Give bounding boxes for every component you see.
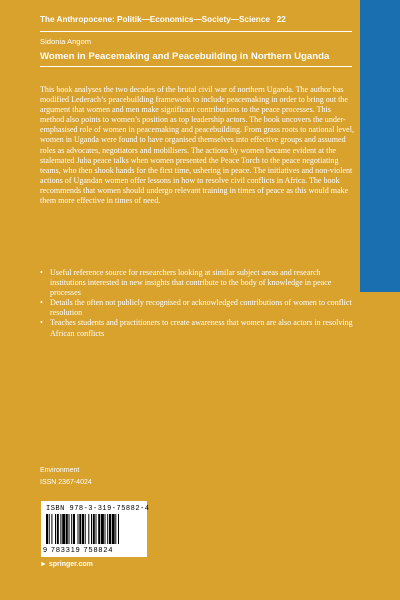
accent-color-strip: [360, 0, 400, 292]
barcode-bar: [82, 514, 84, 544]
barcode-bar: [118, 514, 119, 544]
barcode-bar: [49, 514, 50, 544]
feature-item: • Teaches students and practitioners to create awareness that women are also actors in resolving African conflicts: [40, 318, 354, 338]
header-divider-bottom: [40, 66, 352, 67]
series-name: The Anthropocene: Politik—Economics—Society—Science: [40, 15, 270, 24]
barcode-bar: [107, 514, 108, 544]
barcode-bar: [88, 514, 89, 544]
issn-number: ISSN 2367-4024: [40, 479, 92, 486]
barcode-bar: [66, 514, 68, 544]
barcode-bar: [96, 514, 97, 544]
barcode-bar: [105, 514, 106, 544]
series-title: [40, 15, 286, 24]
publisher-website: [40, 561, 93, 568]
barcode-bar: [46, 514, 48, 544]
header-divider-top: [40, 31, 352, 32]
book-title: Women in Peacemaking and Peacebuilding in Northern Uganda: [40, 51, 330, 62]
book-description: This book analyses the two decades of the brutal civil war of northern Uganda. The author has modified Lederach’s peacebuilding framework to include peacemaking in order to bring out the argument that women and men make significant contributions to the peace processes. This method also points to women’s position as top leadership actors. The book uncovers the under-emphasised role of women in peacemaking and peacebuilding. From grass roots to national level, women in Uganda were found to have organised themselves into effective groups and assumed roles as advocates, negotiators and mobilisers. The actions by women became evident at the stalemated Juba peace talks when women presented the Peace Torch to the peace negotiating teams, who then shook hands for the first time, ushering in peace. The initiatives and non-violent actions of Ugandan women offer lessons in how to resolve civil conflicts in Africa. The book recommends that women should undergo relevant training in times of peace as this would make them more effective in times of need.: [40, 85, 354, 206]
barcode-bar: [71, 514, 72, 544]
feature-list: [40, 268, 354, 339]
author-name: Sidonia Angom: [40, 37, 92, 46]
isbn-number: ISBN 978-3-319-75882-4: [46, 505, 150, 513]
barcode-bar: [101, 514, 104, 544]
barcode-bar: [91, 514, 92, 544]
barcode-bar: [93, 514, 95, 544]
barcode-bar: [60, 514, 61, 544]
barcode-bar: [57, 514, 59, 544]
barcode-bar: [79, 514, 81, 544]
feature-item: • Details the often not publicly recognised or acknowledged contributions of women to conflict resolution: [40, 298, 354, 318]
barcode-bar: [109, 514, 111, 544]
feature-item: • Useful reference source for researchers looking at similar subject areas and research institutions interested in new insights that contribute to the body of knowledge in peace processes: [40, 268, 354, 298]
series-volume: 22: [276, 15, 286, 24]
barcode-bar: [98, 514, 100, 544]
barcode-bar: [85, 514, 86, 544]
barcode-bar: [62, 514, 65, 544]
barcode-digits: 9 783319 758824: [43, 545, 114, 554]
barcode-bar: [112, 514, 115, 544]
barcode-bar: [115, 514, 116, 544]
arrow-icon: ►: [40, 561, 47, 568]
subject-category: Environment: [40, 467, 80, 474]
barcode-bar: [78, 514, 79, 544]
barcode-bars: [46, 514, 142, 544]
barcode-bar: [73, 514, 75, 544]
isbn-barcode: [41, 501, 150, 557]
barcode-bar: [69, 514, 70, 544]
barcode-bar: [51, 514, 52, 544]
cover-header: [0, 0, 360, 70]
website-url: springer.com: [48, 561, 93, 568]
barcode-bar: [55, 514, 56, 544]
